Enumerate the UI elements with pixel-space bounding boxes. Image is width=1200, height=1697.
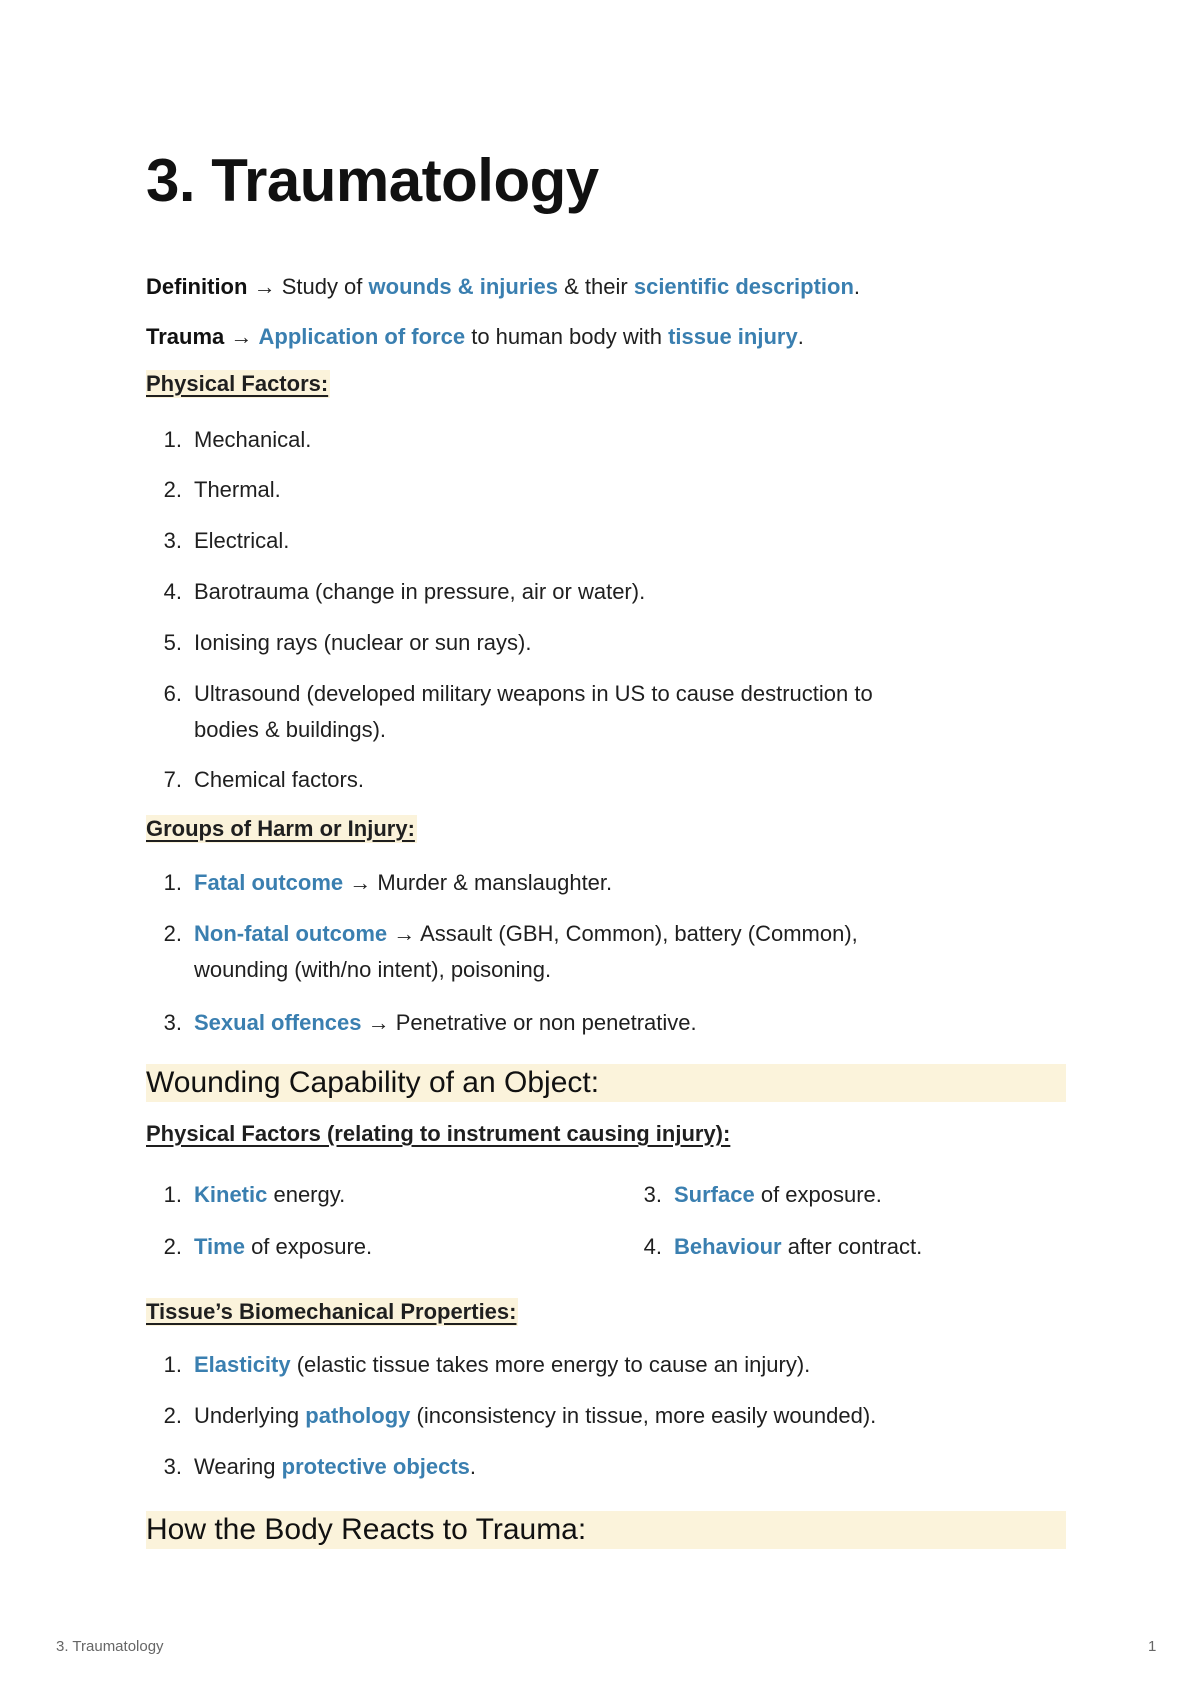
list-text: Ultrasound (developed military weapons in US to cause destruction to [194,681,873,706]
list-number: 4. [163,579,182,604]
list-text: Thermal. [194,477,281,502]
list-pre: Wearing [194,1454,282,1479]
trauma-text-1: to human body with [471,324,662,349]
list-rest: (inconsistency in tissue, more easily wounded). [410,1403,877,1428]
definition-text-3: . [853,274,861,299]
trauma-highlight-2: tissue injury [668,324,798,349]
list-number: 3. [643,1182,662,1207]
trauma-line [146,322,804,352]
list-rest: . [469,1454,477,1479]
trauma-highlight-1: Application of force [258,324,466,349]
list-text [674,1228,922,1265]
list-highlight: Non-fatal outcome [194,921,388,946]
list-number: 2. [163,1234,182,1259]
trauma-text-2: . [797,324,804,349]
list-number: 2. [163,477,182,502]
list-highlight: Sexual offences [194,1010,362,1035]
list-text: bodies & buildings). [194,717,387,742]
list-text [194,1448,476,1485]
page-title: 3. Traumatology [146,147,599,214]
list-text [194,1176,345,1213]
reacts-heading: How the Body Reacts to Trauma: [146,1511,1066,1549]
list-text: wounding (with/no intent), poisoning. [194,957,552,982]
page-number: 1 [1148,1638,1157,1655]
list-number: 4. [643,1234,662,1259]
list-text [194,864,612,901]
list-text [194,1228,372,1265]
list-number: 1. [163,1352,182,1377]
physical-factors-heading: Physical Factors: [146,371,329,396]
definition-text-1: Study of [281,274,363,299]
list-number: 3. [163,528,182,553]
list-text [674,1176,882,1213]
list-number: 1. [163,427,182,452]
trauma-label: Trauma [146,324,225,349]
list-text: Mechanical. [194,427,312,452]
list-highlight: protective objects [281,1454,470,1479]
list-number: 5. [163,630,182,655]
list-rest: of exposure. [244,1234,373,1259]
list-highlight: Kinetic [194,1182,268,1207]
definition-highlight-2: scientific description [633,274,854,299]
list-number: 6. [163,681,182,706]
list-highlight: Surface [674,1182,755,1207]
definition-line [146,272,860,302]
list-number: 2. [163,1403,182,1428]
definition-text-2: & their [564,274,628,299]
list-highlight: Behaviour [674,1234,782,1259]
list-highlight: Elasticity [194,1352,291,1377]
list-number: 1. [163,870,182,895]
list-number: 3. [163,1010,182,1035]
wounding-subheading: Physical Factors (relating to instrument causing injury): [146,1121,731,1146]
list-text [194,1397,876,1434]
list-pre: Underlying [194,1403,306,1428]
definition-label: Definition [146,274,248,299]
list-rest: → Murder & manslaughter. [343,870,613,895]
list-text: Chemical factors. [194,767,364,792]
arrow: → [253,274,276,299]
tissue-heading: Tissue’s Biomechanical Properties: [146,1299,517,1324]
list-text [194,1346,810,1383]
list-highlight: pathology [305,1403,411,1428]
groups-heading: Groups of Harm or Injury: [146,816,415,841]
list-text: Ionising rays (nuclear or sun rays). [194,630,532,655]
list-highlight: Time [194,1234,245,1259]
list-number: 7. [163,767,182,792]
list-text: Barotrauma (change in pressure, air or water). [194,579,646,604]
list-rest: of exposure. [754,1182,882,1207]
arrow: → [230,324,253,349]
list-number: 1. [163,1182,182,1207]
list-text [194,915,858,952]
list-highlight: Fatal outcome [194,870,344,895]
definition-highlight-1: wounds & injuries [368,274,558,299]
footer-title: 3. Traumatology [56,1638,164,1655]
list-rest: → Penetrative or non penetrative. [361,1010,697,1035]
list-rest: after contract. [781,1234,923,1259]
list-text [194,1004,697,1041]
list-rest: → Assault (GBH, Common), battery (Common), [387,921,858,946]
list-number: 2. [163,921,182,946]
list-rest: energy. [267,1182,346,1207]
list-rest: (elastic tissue takes more energy to cause an injury). [290,1352,811,1377]
list-number: 3. [163,1454,182,1479]
list-text: Electrical. [194,528,290,553]
wounding-heading: Wounding Capability of an Object: [146,1064,1066,1102]
